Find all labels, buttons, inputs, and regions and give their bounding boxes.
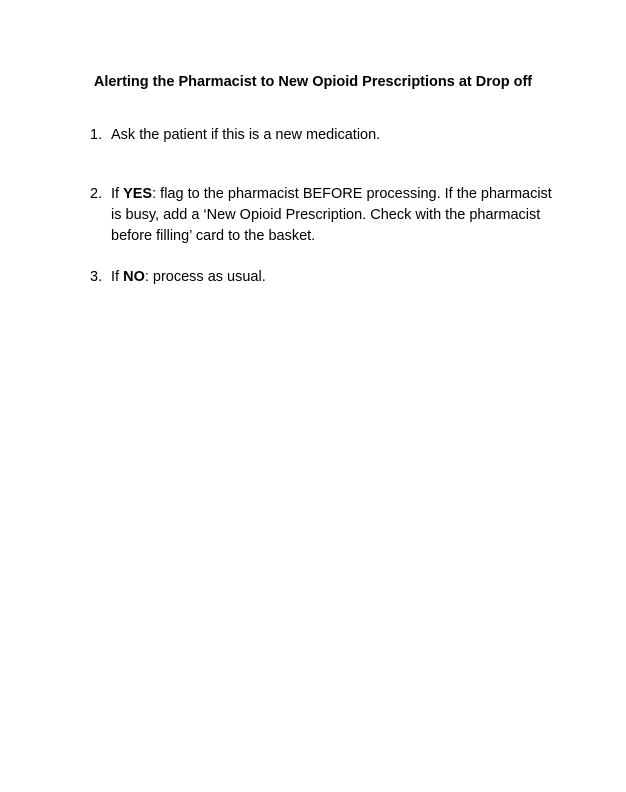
step-line <box>111 267 570 288</box>
step-line: Ask the patient if this is a new medication. <box>111 127 381 143</box>
list-item-step-2 <box>90 184 570 247</box>
step-prefix: If <box>111 269 124 285</box>
step-text <box>111 184 570 247</box>
list-item-step-1 <box>90 125 570 146</box>
step-number: 2. <box>90 186 103 202</box>
step-keyword-yes: YES <box>123 186 153 202</box>
step-text <box>111 267 570 288</box>
step-line <box>111 184 570 205</box>
step-line: is busy, add a ‘New Opioid Prescription. Check with the pharmacist <box>111 207 541 223</box>
list-item-step-3 <box>90 267 570 288</box>
step-keyword-no: NO <box>123 269 145 285</box>
step-line-text: : flag to the pharmacist BEFORE processing. If the pharmacist <box>152 186 552 202</box>
step-prefix: If <box>111 186 124 202</box>
step-text <box>111 125 570 146</box>
step-number: 1. <box>90 127 103 143</box>
page-title: Alerting the Pharmacist to New Opioid Prescriptions at Drop off <box>93 74 533 90</box>
step-line-text: : process as usual. <box>144 269 266 285</box>
step-line: before filling’ card to the basket. <box>111 228 316 244</box>
step-number: 3. <box>90 269 103 285</box>
